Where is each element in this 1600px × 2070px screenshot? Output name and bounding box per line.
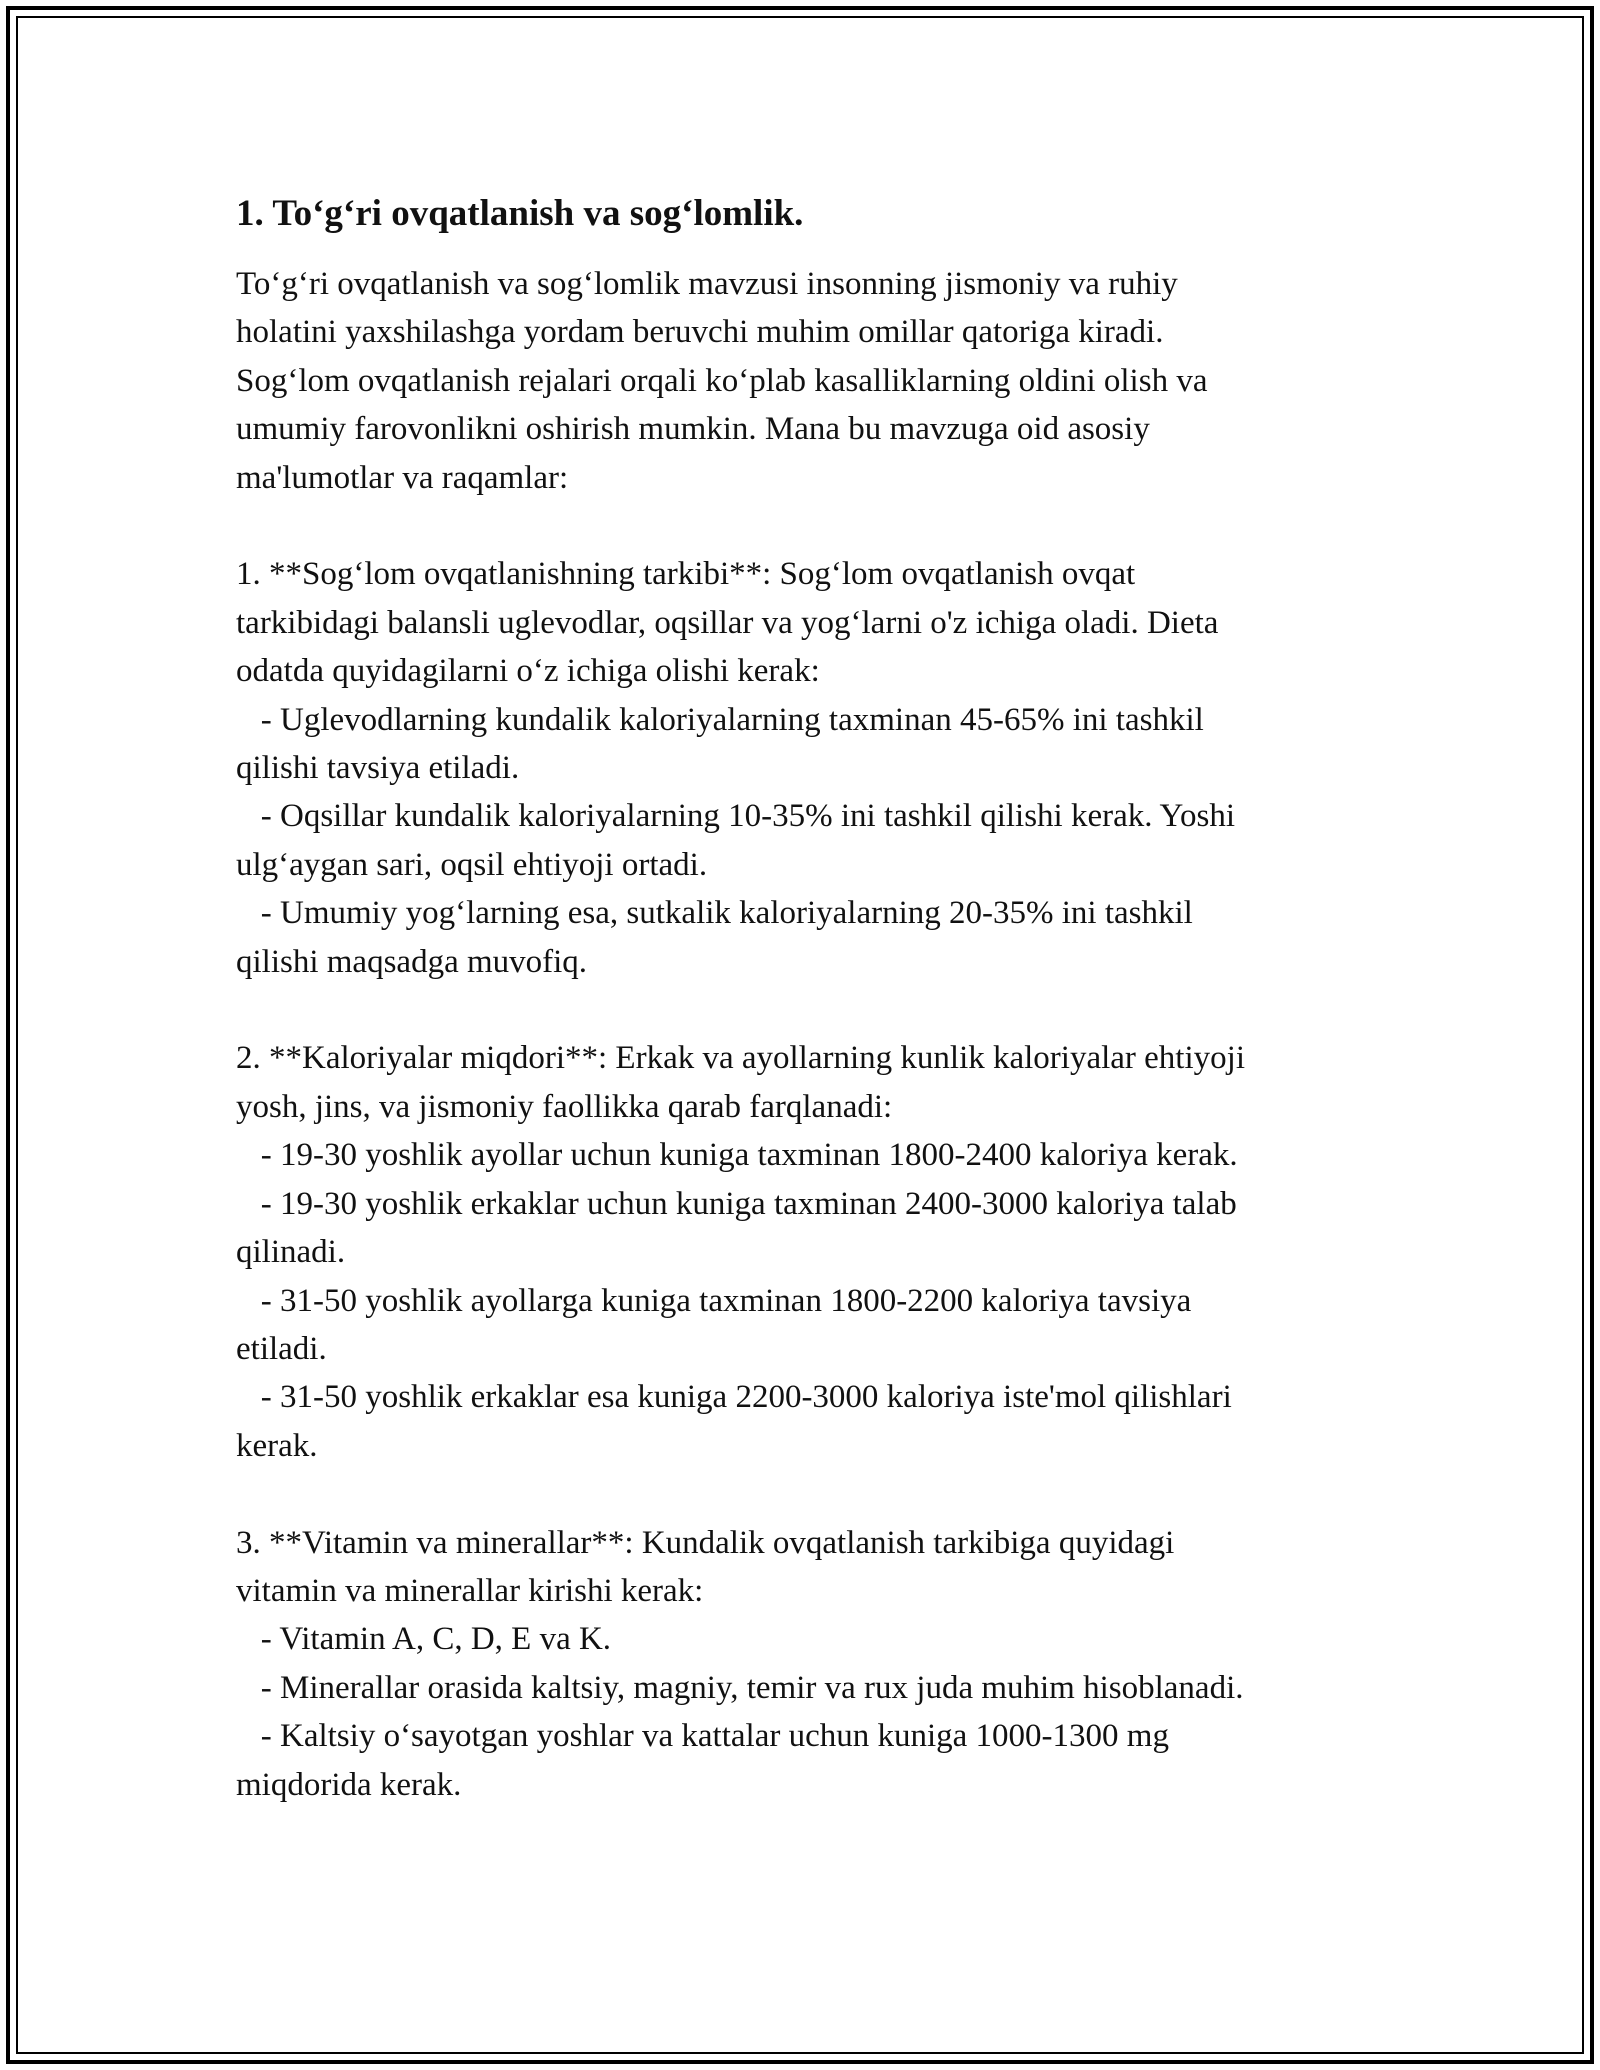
text-line: Sog‘lom ovqatlanish rejalari orqali ko‘plab kasalliklarning oldini olish va xyxy=(236,362,1208,399)
text-line: ma'lumotlar va raqamlar: xyxy=(236,459,569,496)
text-line: To‘g‘ri ovqatlanish va sog‘lomlik mavzusi insonning jismoniy va ruhiy xyxy=(236,266,1178,302)
intro-paragraph xyxy=(236,260,1396,502)
list-item-line: - Uglevodlarning kundalik kaloriyalarning taxminan 45-65% ini tashkil xyxy=(236,701,1204,738)
section-heading-line: 3. **Vitamin va minerallar**: Kundalik ovqatlanish tarkibiga quyidagi xyxy=(236,1524,1175,1561)
list-item-line: - Oqsillar kundalik kaloriyalarning 10-35% ini tashkil qilishi kerak. Yoshi xyxy=(236,798,1236,835)
paragraph-spacer xyxy=(236,986,1396,1034)
section-heading-line: 2. **Kaloriyalar miqdori**: Erkak va ayollarning kunlik kaloriyalar ehtiyoji xyxy=(236,1040,1245,1077)
text-line: kerak. xyxy=(236,1427,318,1464)
text-line: umumiy farovonlikni oshirish mumkin. Mana bu mavzuga oid asosiy xyxy=(236,411,1150,448)
text-line: etiladi. xyxy=(236,1330,327,1367)
document-body xyxy=(236,188,1396,1809)
section-calories xyxy=(236,1034,1396,1470)
section-heading-line: 1. **Sog‘lom ovqatlanishning tarkibi**: Sog‘lom ovqatlanish ovqat xyxy=(236,556,1136,593)
paragraph-spacer xyxy=(236,1470,1396,1518)
paragraph-spacer xyxy=(236,502,1396,550)
section-composition xyxy=(236,550,1396,986)
text-line: ulg‘aygan sari, oqsil ehtiyoji ortadi. xyxy=(236,846,708,883)
text-line: miqdorida kerak. xyxy=(236,1766,462,1803)
section-vitamins xyxy=(236,1519,1396,1809)
list-item-line: - 19-30 yoshlik erkaklar uchun kuniga taxminan 2400-3000 kaloriya talab xyxy=(236,1185,1237,1222)
text-line: odatda quyidagilarni o‘z ichiga olishi kerak: xyxy=(236,653,820,690)
list-item-line: - 19-30 yoshlik ayollar uchun kuniga taxminan 1800-2400 kaloriya kerak. xyxy=(236,1137,1238,1174)
list-item-line: - Kaltsiy o‘sayotgan yoshlar va kattalar uchun kuniga 1000-1300 mg xyxy=(236,1718,1169,1755)
text-line: yosh, jins, va jismoniy faollikka qarab farqlanadi: xyxy=(236,1088,893,1125)
document-title: 1. To‘g‘ri ovqatlanish va sog‘lomlik. xyxy=(236,193,804,234)
list-item-line: - 31-50 yoshlik ayollarga kuniga taxminan 1800-2200 kaloriya tavsiya xyxy=(236,1282,1192,1319)
text-line: qilishi maqsadga muvofiq. xyxy=(236,943,588,980)
text-line: holatini yaxshilashga yordam beruvchi muhim omillar qatoriga kiradi. xyxy=(236,314,1164,351)
list-item-line: - Umumiy yog‘larning esa, sutkalik kaloriyalarning 20-35% ini tashkil xyxy=(236,895,1193,932)
text-line: tarkibidagi balansli uglevodlar, oqsillar va yog‘larni o'z ichiga oladi. Dieta xyxy=(236,604,1219,641)
list-item-line: - Minerallar orasida kaltsiy, magniy, temir va rux juda muhim hisoblanadi. xyxy=(236,1669,1244,1706)
text-line: qilinadi. xyxy=(236,1234,346,1271)
list-item-line: - 31-50 yoshlik erkaklar esa kuniga 2200-3000 kaloriya iste'mol qilishlari xyxy=(236,1379,1232,1416)
text-line: qilishi tavsiya etiladi. xyxy=(236,750,520,787)
list-item-line: - Vitamin A, C, D, E va K. xyxy=(236,1621,612,1658)
text-line: vitamin va minerallar kirishi kerak: xyxy=(236,1572,704,1609)
